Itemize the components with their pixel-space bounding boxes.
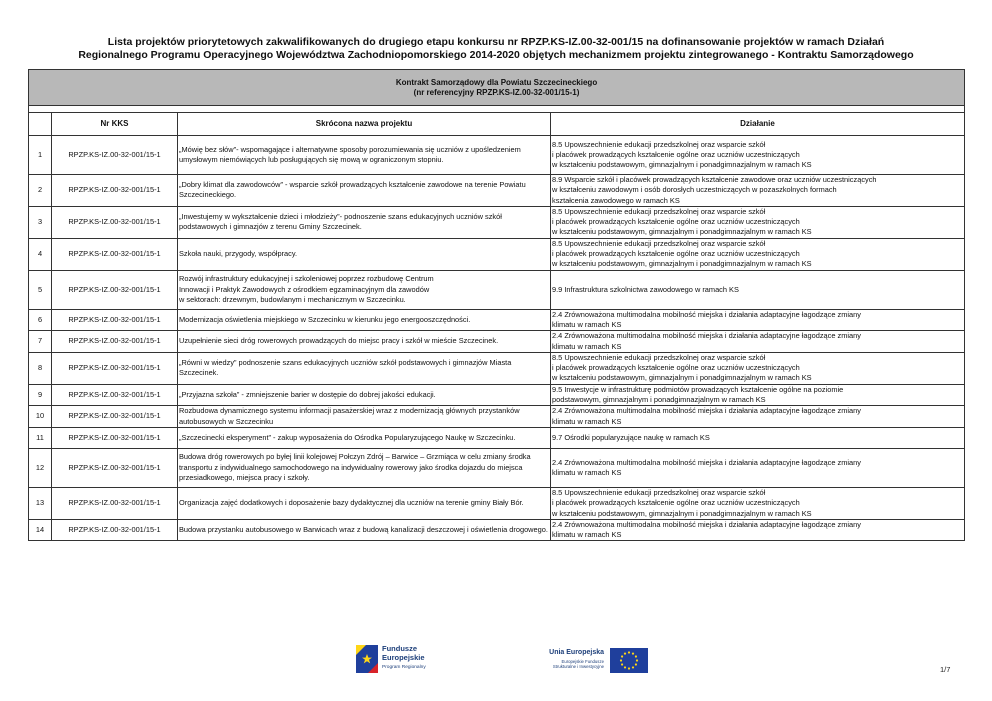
table-row (29, 309, 965, 331)
row-project-name: Szkoła nauki, przygody, współpracy. (178, 238, 551, 270)
row-kks: RPZP.KS-IZ.00-32-001/15-1 (52, 238, 178, 270)
fe-title-1: Fundusze (382, 644, 417, 653)
header-project-name: Skrócona nazwa projektu (178, 113, 551, 136)
row-project-name: Rozbudowa dynamicznego systemu informacji pasażerskiej wraz z modernizacją głównych przystanków autobusowych w Szczecinku (178, 406, 551, 428)
eu-star (628, 667, 630, 669)
row-project-name: „Przyjazna szkoła” - zmniejszenie barier w dostępie do dobrej jakości edukacji. (178, 384, 551, 406)
eu-star (621, 655, 623, 657)
row-action: 2.4 Zrównoważona multimodalna mobilność miejska i działania adaptacyjne łagodzące zmiany klimatu w ramach KS (551, 519, 965, 541)
eu-star (621, 663, 623, 665)
table-body (29, 136, 965, 541)
table-row (29, 406, 965, 428)
row-action: 8.5 Upowszechnienie edukacji przedszkolnej oraz wsparcie szkół i placówek prowadzących kształcenie ogólne oraz uczniów uczestniczących w kształceniu podstawowym, gimnazjalnym i ponadgimnazjalnym w ramach KS (551, 487, 965, 519)
row-number: 11 (29, 427, 52, 448)
row-number: 7 (29, 331, 52, 353)
row-project-name: „Dobry klimat dla zawodowców” - wsparcie szkół prowadzących kształcenie zawodowe na terenie Powiatu Szczecineckiego. (178, 175, 551, 207)
row-action: 8.5 Upowszechnienie edukacji przedszkolnej oraz wsparcie szkół i placówek prowadzących kształcenie ogólne oraz uczniów uczestniczących w kształceniu podstawowym, gimnazjalnym i ponadgimnazjalnym w ramach KS (551, 206, 965, 238)
eu-star (624, 666, 626, 668)
row-number: 9 (29, 384, 52, 406)
row-number: 2 (29, 175, 52, 207)
row-kks: RPZP.KS-IZ.00-32-001/15-1 (52, 136, 178, 175)
ue-subtitle-1: Europejskie Fundusze (561, 659, 604, 664)
row-project-name: Budowa dróg rowerowych po byłej linii kolejowej Połczyn Zdrój – Barwice – Grzmiąca w celu zmiany środka transportu z indywidualnego samochodowego na indywidualny rowerowy jako środka dojazdu do miejsca przesiadkowego, miejsca pracy i szkoły. (178, 448, 551, 487)
title-line-2: Regionalnego Programu Operacyjnego Województwa Zachodniopomorskiego 2014-2020 objętych mechanizmem projektu zintegrowanego - Kontraktu Samorządowego (78, 49, 914, 61)
row-action: 8.9 Wsparcie szkół i placówek prowadzących kształcenie zawodowe oraz uczniów uczestniczących w kształceniu zawodowym i osób dorosłych uczestniczących w pozaszkolnych formach kształcenia zawodowego w ramach KS (551, 175, 965, 207)
eu-star (632, 652, 634, 654)
header-row (29, 113, 965, 136)
row-project-name: Uzupełnienie sieci dróg rowerowych prowadzących do miejsc pracy i szkół w mieście Szczecinek. (178, 331, 551, 353)
table-row (29, 238, 965, 270)
row-number: 4 (29, 238, 52, 270)
ue-subtitle-2: Strukturalne i Inwestycyjne (552, 664, 604, 670)
fe-subtitle: Program Regionalny (382, 665, 426, 670)
row-number: 6 (29, 309, 52, 331)
table-row (29, 487, 965, 519)
row-kks: RPZP.KS-IZ.00-32-001/15-1 (52, 384, 178, 406)
row-project-name: „Równi w wiedzy” podnoszenie szans edukacyjnych uczniów szkół podstawowych i gimnazjów Miasta Szczecinek. (178, 352, 551, 384)
row-action: 2.4 Zrównoważona multimodalna mobilność miejska i działania adaptacyjne łagodzące zmiany klimatu w ramach KS (551, 406, 965, 428)
row-kks: RPZP.KS-IZ.00-32-001/15-1 (52, 487, 178, 519)
table-row (29, 352, 965, 384)
row-kks: RPZP.KS-IZ.00-32-001/15-1 (52, 427, 178, 448)
table-row (29, 206, 965, 238)
eu-star (624, 652, 626, 654)
row-number: 8 (29, 352, 52, 384)
eu-star (635, 655, 637, 657)
row-action: 8.5 Upowszechnienie edukacji przedszkolnej oraz wsparcie szkół i placówek prowadzących kształcenie ogólne oraz uczniów uczestniczących w kształceniu podstawowym, gimnazjalnym i ponadgimnazjalnym w ramach KS (551, 136, 965, 175)
table-row (29, 136, 965, 175)
row-number: 13 (29, 487, 52, 519)
row-project-name: „Mówię bez słów”- wspomagające i alternatywne sposoby porozumiewania się uczniów z upośledzeniem umysłowym niemówiących lub posługujących się mową w ograniczonym stopniu. (178, 136, 551, 175)
eu-star (620, 659, 622, 661)
eu-star (635, 663, 637, 665)
table-row (29, 448, 965, 487)
table-row (29, 427, 965, 448)
row-number: 5 (29, 270, 52, 309)
row-action: 8.5 Upowszechnienie edukacji przedszkolnej oraz wsparcie szkół i placówek prowadzących kształcenie ogólne oraz uczniów uczestniczących w kształceniu podstawowym, gimnazjalnym i ponadgimnazjalnym w ramach KS (551, 352, 965, 384)
table-row (29, 384, 965, 406)
contract-band (29, 70, 965, 106)
row-project-name: „Inwestujemy w wykształcenie dzieci i młodzieży”- podnoszenie szans edukacyjnych uczniów szkół podstawowych i gimnazjów z terenu Gminy Szczecinek. (178, 206, 551, 238)
eu-star (628, 651, 630, 653)
title-line-1: Lista projektów priorytetowych zakwalifikowanych do drugiego etapu konkursu nr RPZP.KS-IZ.00-32-001/15 na dofinansowanie projektów w ramach Działań (107, 36, 885, 48)
table-row (29, 270, 965, 309)
footer (0, 643, 992, 683)
row-project-name: Organizacja zajęć dodatkowych i doposażenie bazy dydaktycznej dla uczniów na terenie gminy Biały Bór. (178, 487, 551, 519)
row-number: 12 (29, 448, 52, 487)
row-kks: RPZP.KS-IZ.00-32-001/15-1 (52, 309, 178, 331)
table-row (29, 175, 965, 207)
fe-title-2: Europejskie (382, 652, 425, 662)
header-kks: Nr KKS (52, 113, 178, 136)
spacer-row (29, 106, 965, 113)
row-project-name: „Szczecinecki eksperyment” - zakup wyposażenia do Ośrodka Popularyzującego Naukę w Szczecinku. (178, 427, 551, 448)
contract-name: Kontrakt Samorządowy dla Powiatu Szczecineckiego (395, 77, 598, 87)
eu-flag-icon (610, 648, 648, 673)
row-action: 9.5 Inwestycje w infrastrukturę podmiotów prowadzących kształcenie ogólne na poziomie podstawowym, gimnazjalnym i ponadgimnazjalnym w ramach KS (551, 384, 965, 406)
row-number: 10 (29, 406, 52, 428)
row-kks: RPZP.KS-IZ.00-32-001/15-1 (52, 206, 178, 238)
row-kks: RPZP.KS-IZ.00-32-001/15-1 (52, 406, 178, 428)
row-project-name: Modernizacja oświetlenia miejskiego w Szczecinku w kierunku jego energooszczędności. (178, 309, 551, 331)
page-number: 1/7 (940, 665, 951, 674)
row-action: 2.4 Zrównoważona multimodalna mobilność miejska i działania adaptacyjne łagodzące zmiany klimatu w ramach KS (551, 309, 965, 331)
eu-star (632, 666, 634, 668)
contract-reference: (nr referencyjny RPZP.KS-IZ.00-32-001/15-1) (413, 87, 580, 97)
row-action: 2.4 Zrównoważona multimodalna mobilność miejska i działania adaptacyjne łagodzące zmiany klimatu w ramach KS (551, 331, 965, 353)
row-action: 8.5 Upowszechnienie edukacji przedszkolnej oraz wsparcie szkół i placówek prowadzących kształcenie ogólne oraz uczniów uczestniczących w kształceniu podstawowym, gimnazjalnym i ponadgimnazjalnym w ramach KS (551, 238, 965, 270)
row-action: 2.4 Zrównoważona multimodalna mobilność miejska i działania adaptacyjne łagodzące zmiany klimatu w ramach KS (551, 448, 965, 487)
row-kks: RPZP.KS-IZ.00-32-001/15-1 (52, 519, 178, 541)
row-project-name: Rozwój infrastruktury edukacyjnej i szkoleniowej poprzez rozbudowę Centrum Innowacji i Praktyk Zawodowych z ośrodkiem egzaminacyjnym dla zawodów w sektorach: drzewnym, budowlanym i mechanicznym w Szczecinku. (178, 270, 551, 309)
header-number (29, 113, 52, 136)
header-action: Działanie (551, 113, 965, 136)
fundusze-europejskie-icon (356, 645, 378, 673)
ue-title: Unia Europejska (549, 649, 604, 656)
document-title (0, 36, 992, 62)
row-number: 14 (29, 519, 52, 541)
row-number: 1 (29, 136, 52, 175)
row-kks: RPZP.KS-IZ.00-32-001/15-1 (52, 352, 178, 384)
row-number: 3 (29, 206, 52, 238)
eu-star (636, 659, 638, 661)
row-kks: RPZP.KS-IZ.00-32-001/15-1 (52, 331, 178, 353)
row-kks: RPZP.KS-IZ.00-32-001/15-1 (52, 175, 178, 207)
table-row (29, 331, 965, 353)
row-kks: RPZP.KS-IZ.00-32-001/15-1 (52, 448, 178, 487)
row-kks: RPZP.KS-IZ.00-32-001/15-1 (52, 270, 178, 309)
contract-band-cell (29, 70, 965, 106)
table-row (29, 519, 965, 541)
row-action: 9.9 Infrastruktura szkolnictwa zawodowego w ramach KS (551, 270, 965, 309)
projects-table (28, 69, 965, 541)
row-project-name: Budowa przystanku autobusowego w Barwicach wraz z budową kanalizacji deszczowej i oświetlenia drogowego. (178, 519, 551, 541)
row-action: 9.7 Ośrodki popularyzujące naukę w ramach KS (551, 427, 965, 448)
